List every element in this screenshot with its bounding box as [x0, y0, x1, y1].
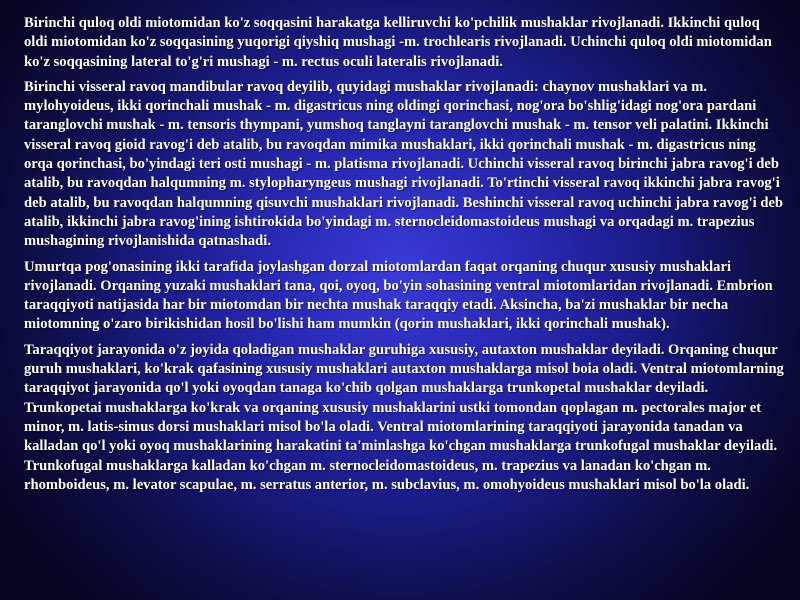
paragraph-autochthonous-muscles: Taraqqiyot jarayonida o'z joyida qoladigan mushaklar guruhiga xususiy, autaxton mushaklar deyiladi. Orqaning chuqur guruh mushaklari, ko'krak qafasining xususiy mushaklari autaxton mushaklarga misol boia oladi. Ventral miotomlarning taraqqiyot jarayonida qo'l yoki oyoqdan tanaga ko'chib qolgan mushaklarga trunkopetal mushaklar deyiladi. Trunkopetai mushaklarga ko'krak va orqaning xususiy mushaklarini ustki tomondan qoplagan m. pectorales major et minor, m. latis-simus dorsi mushaklari misol bo'la oladi. Ventral miotomlarining taraqqiyoti jarayonida tanadan va kalladan qo'l yoki oyoq mushaklarining harakatini ta'minlashga ko'chgan mushaklarga trunkofugal mushaklar deyiladi. Trunkofugal mushaklarga kalladan ko'chgan m. sternocleidomastoideus, m. trapezius va lanadan ko'chgan m. rhomboideus, m. levator scapulae, m. serratus anterior, m. subclavius, m. omohyoideus mushaklari misol bo'la oladi.	[24, 341, 784, 493]
paragraph-miotomes: Birinchi quloq oldi miotomidan ko'z soqqasini harakatga kelliruvchi ko'pchilik mushaklar rivojlanadi. Ikkinchi quloq oldi miotomidan ko'z soqqasining yuqorigi qiyshiq mushagi -m. trochlearis rivojlanadi. Uchinchi quloq oldi miotomidan ko'z soqqasining lateral to'g'ri mushagi - m. rectus oculi lateralis rivojlanadi.	[24, 15, 772, 70]
paragraph-visceral-arches: Birinchi visseral ravoq mandibular ravoq deyilib, quyidagi mushaklar rivojlanadi: chaynov mushaklari va m. mylohyoideus, ikki qorinchali mushak - m. digastricus ning oldingi qorinchasi, nog'ora bo'shlig'idagi nog'ora pardani taranglovchi mushak - m. tensoris thympani, yumshoq tanglayni taranglovchi mushak - m. tensor veli palatini. Ikkinchi visseral ravoq gioid ravog'i deb atalib, bu ravoqdan mimika mushaklari, ikki qorinchali mushak - m. digastricus ning orqa qorinchasi, bo'yindagi teri osti mushagi - m. platisma rivojlanadi. Uchinchi visseral ravoq birinchi jabra ravog'i deb atalib, bu ravoqdan halqumning m. stylopharyngeus mushagi rivojlanadi. To'rtinchi visseral ravoq ikkinchi jabra ravog'i deb atalib, bu ravoqdan halqumning qisuvchi mushaklari rivojlanadi. Beshinchi visseral ravoq uchinchi jabra ravog'i deb atalib, ikkinchi jabra ravog'ining ishtirokida bo'yindagi m. sternocleidomastoideus mushagi va orqadagi m. trapezius mushagining rivojlanishida qatnashadi.	[24, 78, 784, 250]
paragraph-dorsal-miotomes: Umurtqa pog'onasining ikki tarafida joylashgan dorzal miotomlardan faqat orqaning chuqur xususiy mushaklari rivojlanadi. Orqaning yuzaki mushaklari tana, qoi, oyoq, bo'yin sohasining ventral miotomlaridan rivojlanadi. Embrion taraqqiyoti natijasida har bir miotomdan bir nechta mushak taraqqiy etadi. Aksincha, ba'zi mushaklar bir necha miotomning o'zaro birikishidan hosil bo'lishi ham mumkin (qorin mushaklari, ikki qorinchali mushak).	[24, 258, 773, 333]
